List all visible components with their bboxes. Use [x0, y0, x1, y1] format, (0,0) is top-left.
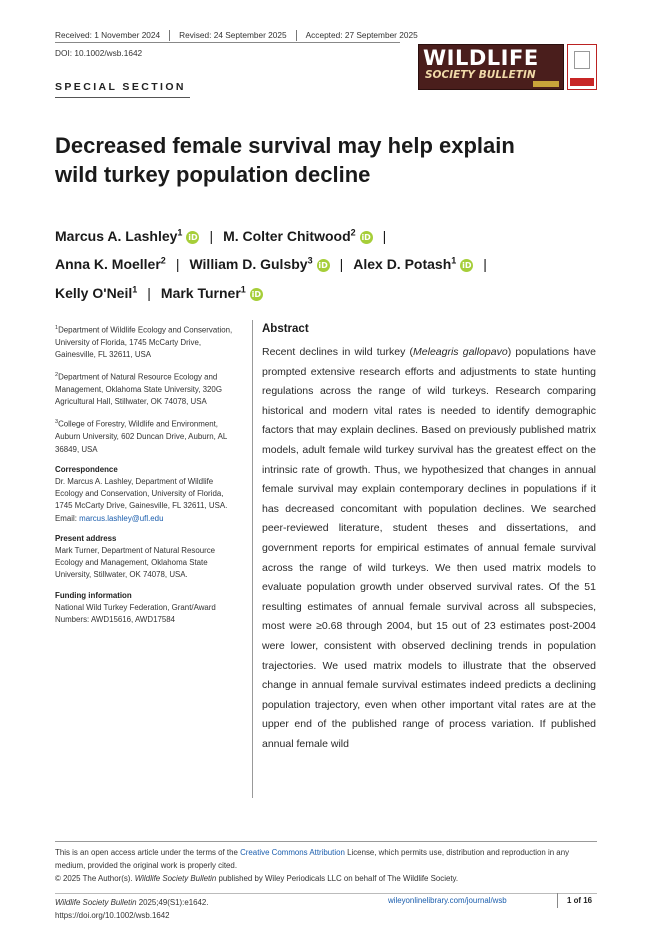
author[interactable]: Marcus A. Lashley$^1$iD: [55, 227, 198, 244]
section-rule: [55, 97, 190, 98]
received-date: Received: 1 November 2024: [55, 30, 161, 40]
wiley-journal-link[interactable]: wileyonlinelibrary.com/journal/wsb: [388, 896, 507, 905]
article-title: [55, 131, 575, 189]
revised-date: Revised: 24 September 2025: [169, 30, 295, 41]
correspondence-heading: Correspondence: [55, 464, 118, 474]
logo-text-society-bulletin: SOCIETY BULLETIN: [425, 69, 536, 81]
author[interactable]: M. Colter Chitwood$^2$iD: [223, 227, 371, 244]
title-line-1: Decreased female survival may help explain: [55, 133, 515, 158]
citation: Wildlife Society Bulletin 2025;49(S1):e1642. https://doi.org/10.1002/wsb.1642: [55, 898, 209, 920]
affiliation: $^3$College of Forestry, Wildlife and Environment, Auburn University, 602 Duncan Drive, Auburn, AL 36849, USA: [55, 419, 227, 454]
accepted-date: Accepted: 27 September 2025: [296, 30, 427, 41]
orcid-icon[interactable]: iD: [188, 232, 198, 242]
email-link[interactable]: marcus.lashley@ufl.edu: [79, 513, 164, 523]
section-label: SPECIAL SECTION: [55, 81, 186, 93]
orcid-icon[interactable]: iD: [361, 232, 371, 242]
license-link[interactable]: Creative Commons Attribution: [240, 848, 345, 857]
journal-logo: [418, 44, 564, 90]
present-address-text: Mark Turner, Department of Natural Resource Ecology and Management, Oklahoma State University, Stillwater, OK 74078, USA.: [55, 545, 216, 580]
logo-text-wildlife: WILDLIFE: [423, 46, 539, 70]
funding-heading: Funding information: [55, 590, 132, 600]
citation-doi-link[interactable]: https://doi.org/10.1002/wsb.1642: [55, 911, 170, 920]
species-name: Meleagris gallopavo: [413, 346, 508, 358]
orcid-icon[interactable]: iD: [462, 261, 472, 271]
column-divider: [252, 320, 253, 798]
affiliation: $^2$Department of Natural Resource Ecology and Management, Oklahoma State University, 320G Agricultural Hall, Stillwater, OK 74078, USA: [55, 372, 222, 407]
abstract-heading: Abstract: [262, 323, 309, 335]
society-badge-icon: [567, 44, 597, 90]
author[interactable]: Alex D. Potash$^1$iD: [353, 255, 472, 273]
badge-bar: [570, 78, 594, 86]
logo-accent: [533, 81, 559, 87]
footer-rule: [55, 841, 597, 842]
abstract-text: Recent declines in wild turkey (Meleagris gallopavo) populations have prompted extensive research efforts and adjustments to state hunting regulations across the range of wild turkeys. Research comparing historical and modern vital rates is needed to identify demographic factors that may explain declines. Based on previously published matrix models, adult female wild turkey survival has the greatest effect on the intrinsic rate of growth. Thus, we hypothesized that changes in annual female survival may explain contemporary declines in populations if it has decreased concomitant with population declines. We searched peer-reviewed literature, student theses and dissertations, and government reports for empirical estimates of annual female survival across the range of wild turkeys. We then used matrix models to evaluate population growth under observed survival rates. Of the 51 resulting estimates of annual female survival across all subspecies, most were ≥0.68 through 2004, but 15 out of 23 estimates post-2004 were lower, consistent with observed declining trends in population trajectories. We used matrix models to illustrate that the observed change in annual female survival estimates indeed predicts a declining population trajectory, even when other important vital rates are at the upper end of the published range of process variation. If published annual female wild: [262, 346, 597, 750]
citation-rule: [55, 893, 597, 894]
author[interactable]: William D. Gulsby$^3$iD: [189, 255, 328, 273]
badge-mark: [574, 51, 590, 69]
license-notice: This is an open access article under the terms of the Creative Commons Attribution License, which permits use, distribution and reproduction in any medium, provided the original work is properly cited. © 2025 The Author(s). Wildlife Society Bulletin published by Wiley Periodicals LLC on behalf of The Wildlife Society.: [55, 848, 570, 883]
author-list: Marcus A. Lashley$^1$iD | M. Colter Chitwood$^2$iD | Anna K. Moeller$^2$ | William D. Gulsby$^3$iD | Alex D. Potash$^1$iD | Kelly O'Neil$^1$ | Mark Turner$^1$iD: [55, 227, 487, 301]
orcid-icon[interactable]: iD: [318, 261, 328, 271]
orcid-icon[interactable]: iD: [251, 289, 261, 299]
present-address-heading: Present address: [55, 533, 117, 543]
header-rule: [55, 42, 400, 43]
article-dates: [55, 30, 427, 41]
funding-text: National Wild Turkey Federation, Grant/Award Numbers: AWD15616, AWD17584: [55, 602, 216, 624]
author[interactable]: Mark Turner$^1$iD: [160, 284, 261, 301]
doi[interactable]: DOI: 10.1002/wsb.1642: [55, 48, 143, 58]
article-sidebar: [55, 322, 243, 634]
page-number: 1 of 16: [557, 893, 592, 908]
author[interactable]: Anna K. Moeller$^2$: [55, 255, 166, 273]
affiliation: $^1$Department of Wildlife Ecology and Conservation, University of Florida, 1745 McCarty Drive, Gainesville, FL 32611, USA: [55, 325, 233, 360]
correspondence-text: Dr. Marcus A. Lashley, Department of Wildlife Ecology and Conservation, University of Florida, 1745 McCarty Drive, Gainesville, FL 32611, USA. Email: marcus.lashley@ufl.edu: [55, 476, 228, 523]
author[interactable]: Kelly O'Neil$^1$: [55, 284, 138, 301]
title-line-2: wild turkey population decline: [55, 162, 371, 187]
